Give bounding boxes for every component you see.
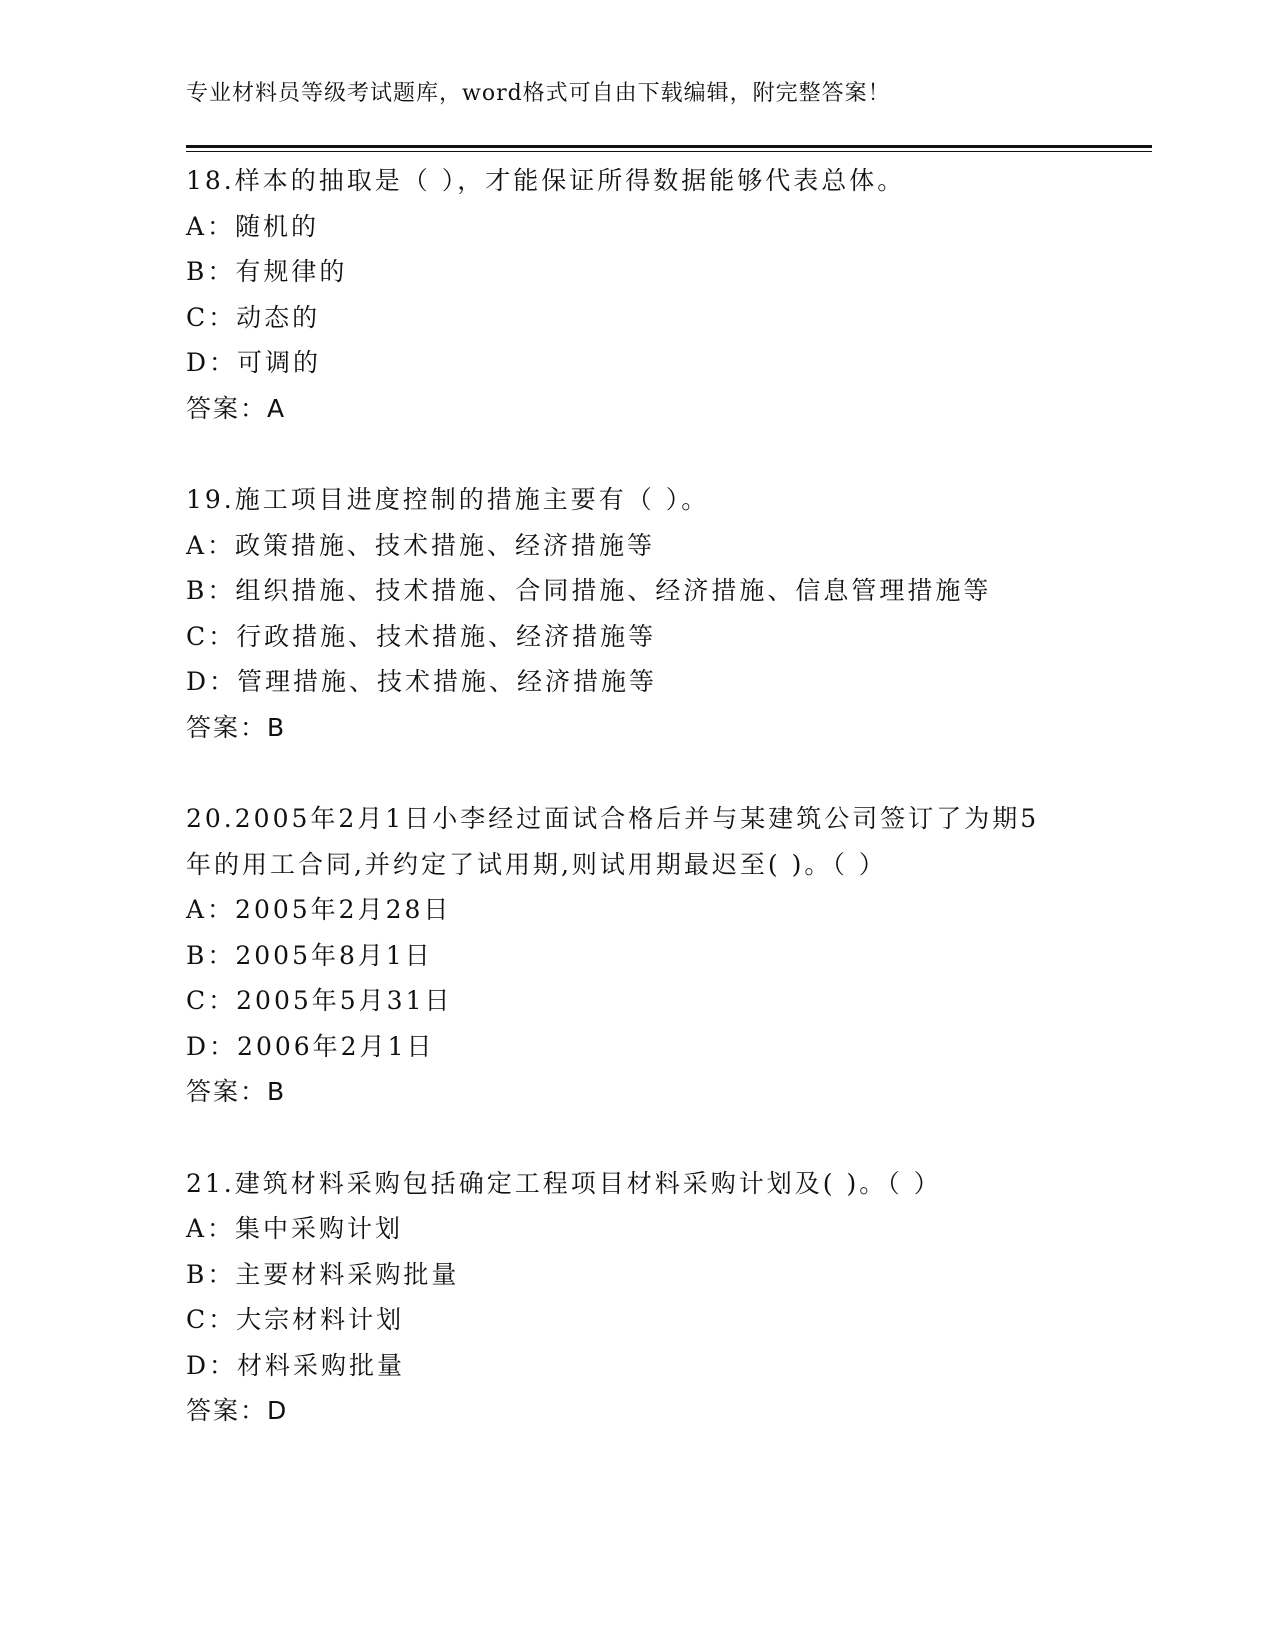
option-c: C：行政措施、技术措施、经济措施等 — [186, 621, 657, 651]
option-a: A：集中采购计划 — [186, 1214, 404, 1243]
option-d: D：2006年2月1日 — [186, 1031, 435, 1061]
answer: 答案：D — [186, 1396, 289, 1425]
option-c: C：动态的 — [186, 302, 321, 332]
question-20 — [186, 796, 1126, 1115]
answer: 答案：B — [186, 1077, 287, 1106]
option-a: A：2005年2月28日 — [186, 895, 452, 924]
option-b: B：有规律的 — [186, 257, 348, 286]
question-stem: 21.建筑材料采购包括确定工程项目材料采购计划及( )。（ ） — [186, 1168, 942, 1198]
option-c: C：2005年5月31日 — [186, 986, 453, 1015]
option-d: D：可调的 — [186, 348, 322, 377]
option-d: D：材料采购批量 — [186, 1350, 406, 1380]
option-a: A：随机的 — [186, 211, 320, 241]
option-a: A：政策措施、技术措施、经济措施等 — [186, 530, 656, 560]
question-stem-continued: 年的用工合同,并约定了试用期,则试用期最迟至( )。（ ） — [186, 849, 887, 879]
question-stem: 18.样本的抽取是（ ），才能保证所得数据能够代表总体。 — [186, 166, 906, 195]
option-b: B：主要材料采购批量 — [186, 1259, 460, 1289]
page-header: 专业材料员等级考试题库，word格式可自由下载编辑，附完整答案！ — [186, 81, 891, 106]
question-list — [186, 158, 1126, 1480]
question-18 — [186, 158, 1126, 431]
answer: 答案：A — [186, 393, 287, 423]
option-d: D：管理措施、技术措施、经济措施等 — [186, 667, 658, 696]
option-c: C：大宗材料计划 — [186, 1305, 405, 1334]
question-21 — [186, 1161, 1126, 1434]
question-stem: 20.2005年2月1日小李经过面试合格后并与某建筑公司签订了为期5 — [186, 804, 1040, 833]
question-stem: 19.施工项目进度控制的措施主要有（ ）。 — [186, 485, 710, 514]
header-rule-thick — [186, 145, 1152, 148]
answer: 答案：B — [186, 712, 287, 742]
option-b: B：2005年8月1日 — [186, 940, 433, 970]
header-rule-thin — [186, 151, 1152, 152]
question-19 — [186, 477, 1126, 750]
option-b: B：组织措施、技术措施、合同措施、经济措施、信息管理措施等 — [186, 576, 992, 605]
